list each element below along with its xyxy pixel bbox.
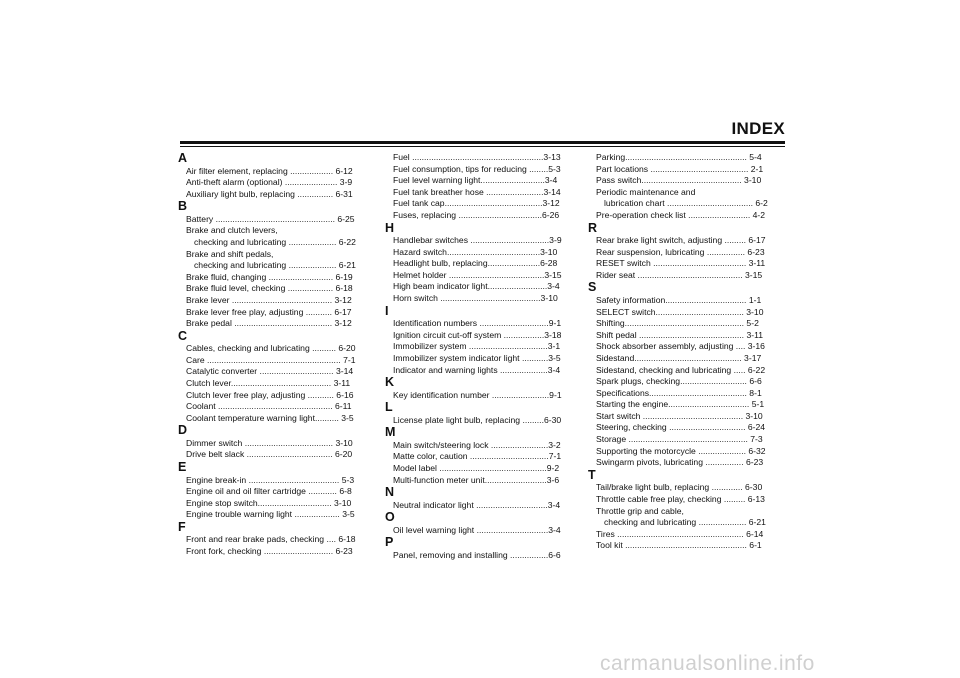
index-entry: Shift pedal ............................................ 3-11 bbox=[596, 329, 764, 340]
index-entry-continuation: checking and lubricating .................... 6-21 bbox=[604, 517, 766, 528]
section-letter: S bbox=[588, 280, 597, 295]
index-entry: Clutch lever.......................................... 3-11 bbox=[186, 378, 351, 388]
index-entry: Model label .............................................9-2 bbox=[393, 462, 560, 473]
section-letter: F bbox=[178, 519, 186, 534]
index-column-1 bbox=[178, 152, 374, 558]
index-entry: Multi-function meter unit..........................3-6 bbox=[393, 474, 560, 485]
section-letter: E bbox=[178, 460, 187, 475]
index-entry: Catalytic converter ............................... 3-14 bbox=[186, 366, 354, 377]
section-letter: D bbox=[178, 423, 188, 438]
index-entry: Identification numbers .............................9-1 bbox=[393, 318, 562, 329]
index-entry: Indicator and warning lights ....................3-4 bbox=[393, 364, 561, 375]
index-entry: Engine stop switch............................... 3-10 bbox=[186, 497, 352, 508]
index-entry: Clutch lever free play, adjusting ........... 6-16 bbox=[186, 389, 354, 400]
index-entry: Auxiliary light bulb, replacing ............... 6-31 bbox=[186, 188, 353, 199]
index-entry: Drive belt slack .................................... 6-20 bbox=[186, 449, 353, 460]
index-entry: Oil level warning light ..............................3-4 bbox=[393, 524, 561, 535]
index-entry: Brake and shift pedals, bbox=[186, 248, 274, 259]
watermark-text: carmanualsonline.info bbox=[600, 652, 815, 675]
index-entry: Rear suspension, lubricating ................ 6-23 bbox=[596, 246, 765, 257]
index-entry: Engine oil and oil filter cartridge ............ 6-8 bbox=[186, 486, 352, 497]
index-entry: Rear brake light switch, adjusting ......... 6-17 bbox=[596, 235, 766, 246]
index-entry: Fuel level warning light...........................3-4 bbox=[393, 175, 558, 186]
header-rule-thin bbox=[180, 146, 785, 147]
section-letter: C bbox=[178, 328, 188, 343]
index-entry: Part locations ......................................... 2-1 bbox=[596, 163, 764, 174]
page-header bbox=[180, 119, 785, 147]
index-entry: Pass switch.......................................... 3-10 bbox=[596, 175, 762, 186]
index-entry: Shifting.................................................. 5-2 bbox=[596, 318, 759, 329]
index-entry: Dimmer switch ..................................... 3-10 bbox=[186, 437, 353, 448]
index-entry: Sidestand, checking and lubricating ..... 6-22 bbox=[596, 364, 766, 375]
section-letter: P bbox=[385, 535, 394, 550]
index-entry: Key identification number ........................9-1 bbox=[393, 389, 562, 400]
index-entry: Fuel tank cap.........................................3-12 bbox=[393, 198, 560, 209]
index-entry: Handlebar switches .................................3-9 bbox=[393, 235, 562, 246]
index-entry: Ignition circuit cut-off system .................3-18 bbox=[393, 329, 562, 340]
index-entry: Coolant temperature warning light.......... 3-5 bbox=[186, 412, 354, 423]
index-entry: Brake fluid level, checking ................... 6-18 bbox=[186, 283, 353, 294]
index-entry: Start switch .......................................... 3-10 bbox=[596, 410, 763, 421]
index-entry: Hazard switch.......................................3-10 bbox=[393, 246, 558, 257]
index-entry: Starting the engine.................................. 5-1 bbox=[596, 399, 765, 410]
index-entry: Brake fluid, changing ........................... 6-19 bbox=[186, 271, 353, 282]
section-letter: B bbox=[178, 199, 188, 214]
index-entry: Headlight bulb, replacing......................6-28 bbox=[393, 258, 558, 269]
index-entry: Tires ..................................................... 6-14 bbox=[596, 528, 764, 539]
index-entry: Engine trouble warning light ................... 3-5 bbox=[186, 509, 355, 520]
index-entry: Neutral indicator light ..............................3-4 bbox=[393, 499, 561, 510]
index-entry: Anti-theft alarm (optional) ...................... 3-9 bbox=[186, 177, 353, 188]
index-entry: Tool kit ................................................... 6-1 bbox=[596, 540, 762, 551]
index-entry: Immobilizer system .................................3-1 bbox=[393, 341, 561, 352]
index-entry: Throttle grip and cable, bbox=[596, 505, 684, 516]
index-entry: Shock absorber assembly, adjusting .... 3-16 bbox=[596, 341, 765, 352]
index-entry: Panel, removing and installing ................6-6 bbox=[393, 549, 561, 560]
index-entry: Care ........................................................ 7-1 bbox=[186, 354, 356, 365]
index-entry: Brake lever free play, adjusting ........... 6-17 bbox=[186, 306, 352, 317]
section-letter: O bbox=[385, 510, 395, 525]
section-letter: L bbox=[385, 400, 393, 415]
index-entry-continuation: lubrication chart .................................... 6-2 bbox=[604, 198, 768, 209]
index-entry: Fuel .......................................................3-13 bbox=[393, 152, 561, 162]
index-entry: Coolant ................................................ 6-11 bbox=[186, 401, 352, 412]
index-entry: Rider seat ............................................ 3-15 bbox=[596, 269, 763, 280]
section-letter: H bbox=[385, 220, 395, 235]
index-entry: Steering, checking ................................ 6-24 bbox=[596, 422, 766, 433]
index-entry: Spark plugs, checking............................ 6-6 bbox=[596, 376, 762, 387]
index-entry: Front fork, checking ............................. 6-23 bbox=[186, 546, 353, 557]
index-entry: High beam indicator light.........................3-4 bbox=[393, 281, 560, 292]
index-entry: Parking................................................... 5-4 bbox=[596, 152, 762, 162]
index-entry: Swingarm pivots, lubricating ................ 6-23 bbox=[596, 457, 764, 468]
index-entry: Engine break-in ...................................... 5-3 bbox=[186, 474, 355, 485]
index-entry: Storage .................................................. 7-3 bbox=[596, 434, 763, 445]
index-column-2 bbox=[385, 152, 572, 561]
index-entry: Brake pedal ......................................... 3-12 bbox=[186, 318, 352, 329]
index-entry: Safety information.................................. 1-1 bbox=[596, 294, 762, 305]
index-entry: Fuel consumption, tips for reducing ........5-3 bbox=[393, 163, 561, 174]
index-entry: Pre-operation check list .......................... 4-2 bbox=[596, 209, 766, 220]
section-letter: A bbox=[178, 151, 188, 165]
index-entry: Periodic maintenance and bbox=[596, 186, 696, 197]
index-entry: Horn switch ..........................................3-10 bbox=[393, 293, 558, 304]
index-entry: RESET switch ....................................... 3-11 bbox=[596, 258, 766, 269]
index-entry: Matte color, caution .................................7-1 bbox=[393, 451, 562, 462]
index-entry: Fuses, replacing ...................................6-26 bbox=[393, 209, 560, 220]
section-letter: I bbox=[385, 303, 389, 318]
index-entry: Helmet holder ........................................3-15 bbox=[393, 269, 562, 280]
index-entry: Air filter element, replacing .................. 6-12 bbox=[186, 165, 353, 176]
index-entry: Immobilizer system indicator light ...........3-5 bbox=[393, 352, 561, 363]
index-entry: License plate light bulb, replacing .........6-30 bbox=[393, 414, 562, 425]
header-rule-thick bbox=[180, 141, 785, 144]
index-entry: Specifications......................................... 8-1 bbox=[596, 387, 762, 398]
index-entry: Fuel tank breather hose ........................3-14 bbox=[393, 186, 561, 197]
index-entry: Tail/brake light bulb, replacing ............. 6-30 bbox=[596, 482, 763, 493]
index-entry: Sidestand............................................. 3-17 bbox=[596, 352, 762, 363]
index-entry: SELECT switch..................................... 3-10 bbox=[596, 306, 764, 317]
index-entry: Brake lever .......................................... 3-12 bbox=[186, 294, 352, 305]
section-letter: R bbox=[588, 220, 598, 235]
index-entry: Front and rear brake pads, checking .... 6-18 bbox=[186, 534, 356, 545]
index-entry-continuation: checking and lubricating .................... 6-22 bbox=[194, 236, 356, 247]
section-letter: K bbox=[385, 375, 395, 390]
index-entry: Battery .................................................. 6-25 bbox=[186, 213, 355, 224]
section-letter: N bbox=[385, 485, 395, 500]
index-entry: Main switch/steering lock ........................3-2 bbox=[393, 439, 561, 450]
page-title: INDEX bbox=[731, 119, 785, 138]
index-entry-continuation: checking and lubricating .................... 6-21 bbox=[194, 260, 356, 271]
index-entry: Supporting the motorcycle .................... 6-32 bbox=[596, 445, 766, 456]
index-entry: Throttle cable free play, checking ......... 6-13 bbox=[596, 493, 765, 504]
index-column-3 bbox=[588, 152, 784, 552]
section-letter: T bbox=[588, 467, 596, 482]
index-entry: Cables, checking and lubricating .......... 6-20 bbox=[186, 343, 356, 354]
section-letter: M bbox=[385, 425, 396, 440]
index-entry: Brake and clutch levers, bbox=[186, 225, 278, 236]
